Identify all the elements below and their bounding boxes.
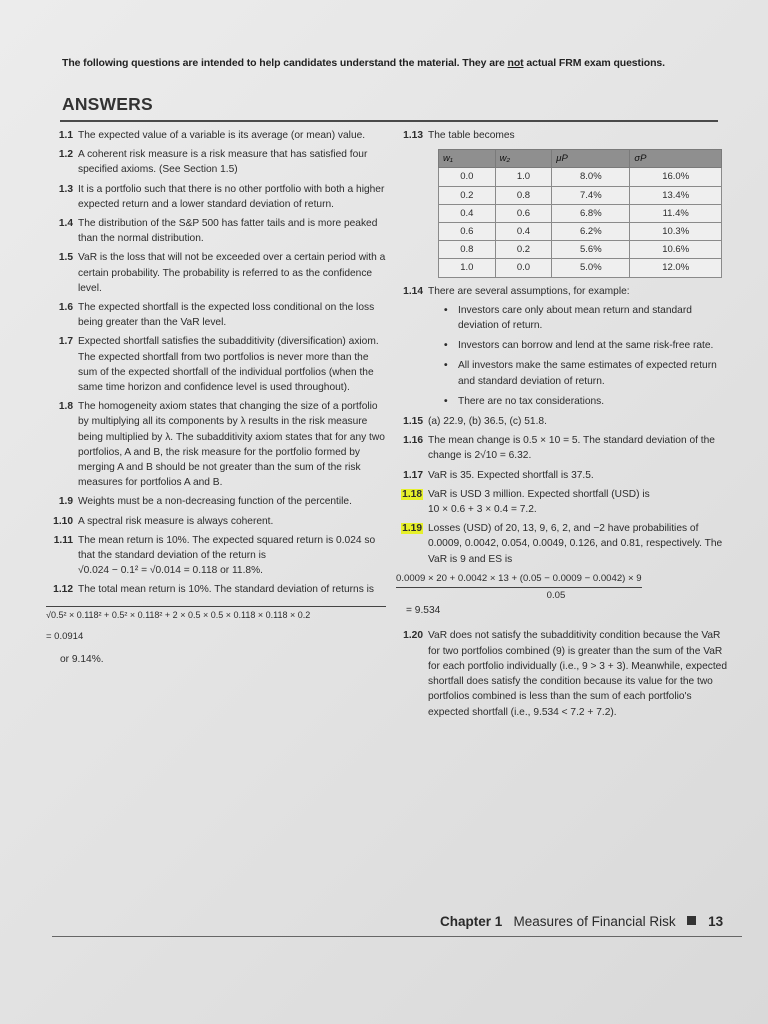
table-row bbox=[439, 259, 722, 277]
table-cell: 5.6% bbox=[552, 241, 630, 259]
table-cell: 10.3% bbox=[630, 223, 722, 241]
highlighted-answer-number: 1.18 bbox=[402, 488, 422, 500]
answer-1-19 bbox=[396, 521, 732, 567]
answer-number: 1.5 bbox=[58, 252, 73, 264]
table-cell: 11.4% bbox=[630, 204, 722, 222]
table-cell: 0.0 bbox=[495, 259, 552, 277]
table-cell: 16.0% bbox=[630, 168, 722, 186]
answer-1-1 bbox=[46, 128, 386, 143]
table-header: w₂ bbox=[495, 150, 552, 168]
answer-1-14 bbox=[396, 284, 732, 299]
portfolio-std-formula: √0.5² × 0.118² + 0.5² × 0.118² + 2 × 0.5 × 0.5 × 0.118 × 0.118 × 0.2 bbox=[46, 606, 386, 623]
table-cell: 7.4% bbox=[552, 186, 630, 204]
answer-text: A spectral risk measure is always coherent. bbox=[78, 515, 274, 527]
answer-text-line2: 10 × 0.6 + 3 × 0.4 = 7.2. bbox=[428, 504, 537, 516]
answer-number: 1.3 bbox=[58, 183, 73, 195]
assumptions-list bbox=[444, 303, 732, 409]
answer-text: VaR is 35. Expected shortfall is 37.5. bbox=[428, 469, 594, 481]
answer-text: Weights must be a non-decreasing function of the percentile. bbox=[78, 496, 352, 508]
answer-text: VaR is USD 3 million. Expected shortfall (USD) is bbox=[428, 488, 650, 500]
table-cell: 10.6% bbox=[630, 241, 722, 259]
table-cell: 6.2% bbox=[552, 223, 630, 241]
disclaimer-note bbox=[62, 57, 722, 69]
table-row bbox=[439, 186, 722, 204]
es-fraction bbox=[396, 571, 732, 603]
answer-number: 1.15 bbox=[403, 416, 423, 428]
answer-text: It is a portfolio such that there is no other portfolio with both a higher expected return and a lower standard deviation of return. bbox=[78, 183, 385, 210]
table-row bbox=[439, 223, 722, 241]
table-header: σP bbox=[630, 150, 722, 168]
answer-text: The table becomes bbox=[428, 130, 515, 141]
answer-number: 1.16 bbox=[403, 435, 423, 447]
answer-1-8 bbox=[46, 399, 386, 490]
answer-number: 1.13 bbox=[403, 130, 423, 141]
list-item: • All investors make the same estimates of expected return and standard deviation of return. bbox=[444, 358, 732, 388]
table-cell: 1.0 bbox=[439, 259, 496, 277]
formula-alt-result: or 9.14%. bbox=[60, 654, 104, 666]
answer-text: Expected shortfall satisfies the subadditivity (diversification) axiom. The expected shortfall from two portfolios is never more than the sum of the expected shortfall of the individual portfolios (when the same time horizon and confidence level is used throughout). bbox=[78, 336, 379, 394]
answer-number: 1.12 bbox=[53, 584, 73, 596]
answers-left-column bbox=[46, 128, 386, 667]
answer-text: The distribution of the S&P 500 has fatter tails and is more peaked than the normal distribution. bbox=[78, 218, 378, 245]
answer-number: 1.2 bbox=[58, 149, 73, 161]
table-cell: 0.2 bbox=[495, 241, 552, 259]
answer-number: 1.11 bbox=[53, 534, 73, 546]
answer-1-3 bbox=[46, 182, 386, 212]
page-footer bbox=[440, 914, 723, 929]
list-item: • Investors can borrow and lend at the same risk-free rate. bbox=[444, 338, 732, 353]
answer-1-12 bbox=[46, 582, 386, 597]
answer-number: 1.4 bbox=[58, 218, 73, 230]
table-cell: 0.4 bbox=[439, 204, 496, 222]
list-item: • Investors care only about mean return and standard deviation of return. bbox=[444, 303, 732, 333]
chapter-label: Chapter 1 bbox=[440, 914, 503, 929]
table-cell: 8.0% bbox=[552, 168, 630, 186]
table-cell: 0.6 bbox=[439, 223, 496, 241]
table-header: μP bbox=[552, 150, 630, 168]
answer-1-4 bbox=[46, 216, 386, 246]
answer-1-5 bbox=[46, 250, 386, 296]
answer-1-20 bbox=[396, 628, 732, 719]
section-title: ANSWERS bbox=[62, 94, 153, 114]
formula-result: = 0.0914 bbox=[46, 630, 84, 642]
answer-number: 1.20 bbox=[403, 630, 423, 642]
answer-number: 1.9 bbox=[58, 496, 73, 508]
fraction-denominator: 0.05 bbox=[546, 590, 566, 602]
answer-1-17 bbox=[396, 468, 732, 483]
table-cell: 1.0 bbox=[495, 168, 552, 186]
answer-text: The homogeneity axiom states that changing the size of a portfolio by multiplying all its components by λ results in the risk measure being multiplied by λ. The subadditivity axiom states that for any two portfolios, A and B, the risk measure for the portfolio formed by merging A and B should be not greater than the sum of the risk measures for portfolios A and B. bbox=[78, 401, 385, 489]
answer-number: 1.1 bbox=[58, 130, 73, 141]
page-number: 13 bbox=[708, 914, 724, 929]
table-cell: 0.4 bbox=[495, 223, 552, 241]
list-item: • There are no tax considerations. bbox=[444, 394, 732, 409]
table-cell: 0.8 bbox=[439, 241, 496, 259]
answer-text: A coherent risk measure is a risk measure that has satisfied four specified axioms. (See Section 1.5) bbox=[78, 149, 368, 176]
std-dev-formula: √0.024 − 0.1² = √0.014 = 0.118 or 11.8%. bbox=[78, 565, 263, 577]
table-row bbox=[439, 241, 722, 259]
answer-text: VaR does not satisfy the subadditivity condition because the VaR for two portfolios combined (9) is greater than the sum of the VaR for each portfolio individually (i.e., 9 > 3 + 3). Meanwhile, expected shortfall does satisfy the condition because its value for the two portfolios combined is less than the sum of each portfolio's expected shortfall (i.e., 9.534 < 7.2 + 7.2). bbox=[428, 630, 727, 718]
table-cell: 0.2 bbox=[439, 186, 496, 204]
answer-1-10 bbox=[46, 514, 386, 529]
answer-1-16 bbox=[396, 433, 732, 463]
chapter-title: Measures of Financial Risk bbox=[513, 914, 676, 929]
table-row bbox=[439, 168, 722, 186]
answer-text: Losses (USD) of 20, 13, 9, 6, 2, and −2 have probabilities of 0.0009, 0.0042, 0.054, 0.0049, 0.126, and 0.81, respectively. The VaR is 9 and ES is bbox=[428, 523, 723, 565]
portfolio-table bbox=[438, 149, 722, 277]
footer-divider bbox=[52, 936, 742, 937]
table-cell: 0.6 bbox=[495, 204, 552, 222]
disclaimer-text-end: actual FRM exam questions. bbox=[523, 57, 665, 69]
square-bullet-icon bbox=[687, 916, 696, 925]
answer-number: 1.8 bbox=[58, 401, 73, 413]
answer-number: 1.17 bbox=[403, 469, 423, 481]
table-header: w₁ bbox=[439, 150, 496, 168]
table-cell: 12.0% bbox=[630, 259, 722, 277]
fraction-numerator: 0.0009 × 20 + 0.0042 × 13 + (0.05 − 0.0009 − 0.0042) × 9 bbox=[396, 571, 642, 588]
section-divider bbox=[60, 120, 718, 122]
highlighted-answer-number: 1.19 bbox=[402, 523, 422, 535]
table-cell: 13.4% bbox=[630, 186, 722, 204]
table-cell: 0.8 bbox=[495, 186, 552, 204]
answer-1-7 bbox=[46, 334, 386, 395]
answer-1-9 bbox=[46, 494, 386, 509]
answer-text: (a) 22.9, (b) 36.5, (c) 51.8. bbox=[428, 416, 547, 428]
answer-number: 1.7 bbox=[58, 336, 73, 348]
answer-number: 1.14 bbox=[403, 285, 423, 297]
answer-1-13 bbox=[396, 128, 732, 143]
answer-text: VaR is the loss that will not be exceeded over a certain period with a certain probability. The probability is referred to as the confidence level. bbox=[78, 252, 386, 294]
es-result: = 9.534 bbox=[406, 605, 441, 617]
answer-text: The mean return is 10%. The expected squared return is 0.024 so that the standard deviation of the return is bbox=[78, 534, 376, 562]
answer-number: 1.6 bbox=[58, 302, 73, 314]
answer-text: The mean change is 0.5 × 10 = 5. The standard deviation of the change is 2√10 = 6.32. bbox=[428, 435, 715, 462]
answer-1-2 bbox=[46, 147, 386, 177]
answer-text: The expected shortfall is the expected loss conditional on the loss being greater than the VaR level. bbox=[78, 302, 375, 329]
answer-text: There are several assumptions, for example: bbox=[428, 285, 630, 297]
answer-1-6 bbox=[46, 300, 386, 330]
answer-1-11 bbox=[46, 533, 386, 579]
answer-number: 1.10 bbox=[53, 515, 73, 527]
table-cell: 5.0% bbox=[552, 259, 630, 277]
disclaimer-text-start: The following questions are intended to help candidates understand the material. They are bbox=[62, 57, 508, 69]
table-row bbox=[439, 204, 722, 222]
table-header-row bbox=[439, 150, 722, 168]
table-cell: 6.8% bbox=[552, 204, 630, 222]
disclaimer-emphasis: not bbox=[507, 57, 524, 69]
answer-1-18 bbox=[396, 487, 732, 517]
answers-right-column bbox=[396, 128, 732, 724]
answer-text: The expected value of a variable is its average (or mean) value. bbox=[78, 130, 366, 141]
table-cell: 0.0 bbox=[439, 168, 496, 186]
answer-1-15 bbox=[396, 414, 732, 429]
answer-text: The total mean return is 10%. The standard deviation of returns is bbox=[78, 584, 374, 596]
